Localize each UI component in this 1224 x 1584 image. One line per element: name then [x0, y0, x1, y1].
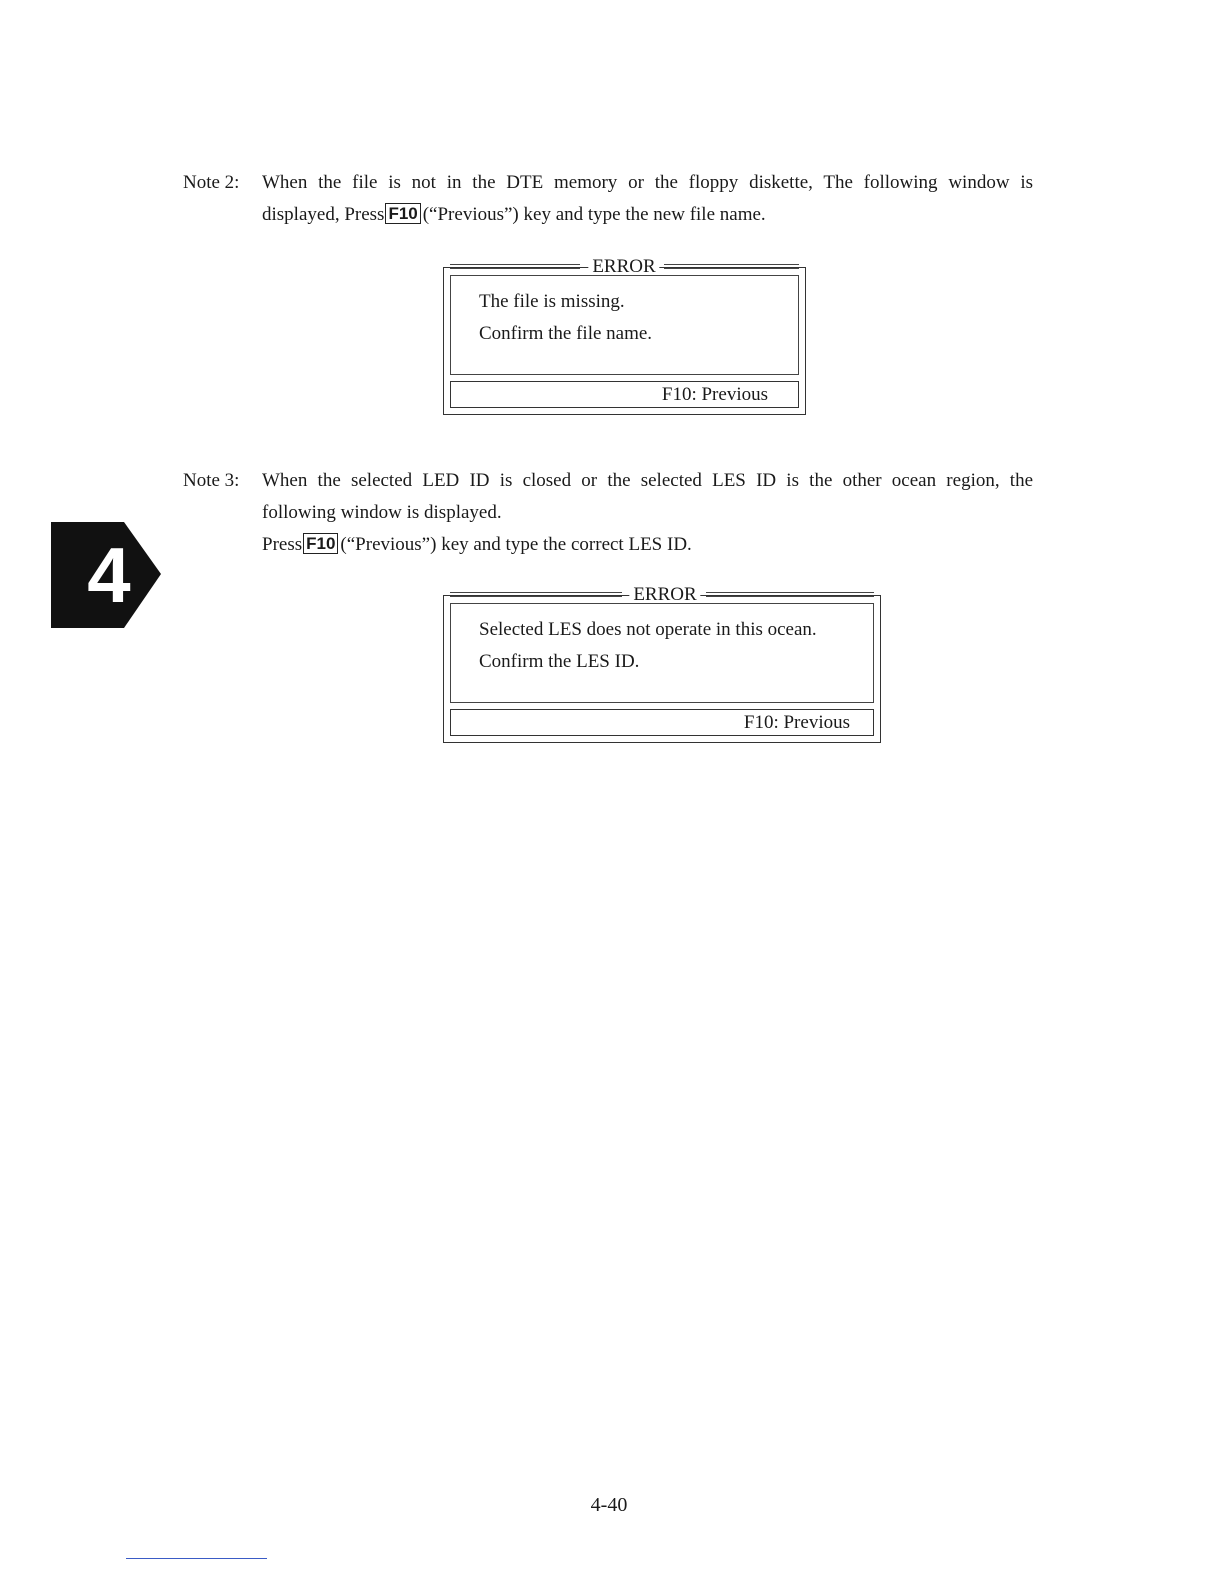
- error-window-file-missing: [443, 256, 806, 415]
- note-3-label: Note 3:: [183, 470, 240, 491]
- error-message-line-2: Confirm the file name.: [479, 323, 653, 344]
- note-2-line-2-post: (“Previous”) key and type the new file name.: [422, 204, 766, 225]
- title-double-rule-left: [450, 264, 580, 269]
- error-window-les-ocean: [443, 584, 881, 743]
- title-double-rule-left: [450, 592, 622, 597]
- error-title: ERROR: [588, 255, 659, 279]
- note-3-line-2: following window is displayed.: [262, 502, 502, 523]
- note-3-line-3-pre: Press: [262, 534, 303, 555]
- note-3: [183, 465, 1033, 561]
- f10-previous-label[interactable]: F10: Previous: [743, 712, 850, 733]
- f10-key-label: F10: [303, 533, 338, 554]
- page-number: 4-40: [590, 1494, 628, 1516]
- chapter-4-tab-icon: [51, 522, 161, 628]
- note-3-line-1: When the selected LED ID is closed or the selected LES ID is the other ocean region, the: [262, 470, 1033, 491]
- error-title: ERROR: [629, 583, 700, 607]
- note-2-line-2-pre: displayed, Press: [262, 204, 385, 225]
- note-3-body: [262, 465, 1033, 561]
- note-2-label: Note 2:: [183, 172, 240, 193]
- error-footer-bar[interactable]: [450, 381, 799, 408]
- error-message-line-1: Selected LES does not operate in this ocean.: [479, 619, 817, 640]
- chapter-number: 4: [87, 531, 131, 619]
- f10-previous-label[interactable]: F10: Previous: [661, 384, 768, 405]
- footer-rule: [126, 1558, 267, 1559]
- f10-key-label: F10: [385, 203, 420, 224]
- note-2: [183, 167, 1033, 231]
- title-double-rule-right: [706, 592, 874, 597]
- note-3-line-3: [262, 529, 1033, 561]
- error-message-panel: [450, 275, 799, 375]
- error-message-line-2: Confirm the LES ID.: [479, 651, 640, 672]
- error-message-panel: [450, 603, 874, 703]
- error-footer-bar[interactable]: [450, 709, 874, 736]
- title-double-rule-right: [664, 264, 799, 269]
- note-2-line-1: When the file is not in the DTE memory or the floppy diskette, The following window is: [262, 172, 1033, 193]
- error-message-line-1: The file is missing.: [479, 291, 625, 312]
- note-2-line-2: [262, 199, 1033, 231]
- note-2-body: [262, 167, 1033, 231]
- note-3-line-3-post: (“Previous”) key and type the correct LES ID.: [340, 534, 692, 555]
